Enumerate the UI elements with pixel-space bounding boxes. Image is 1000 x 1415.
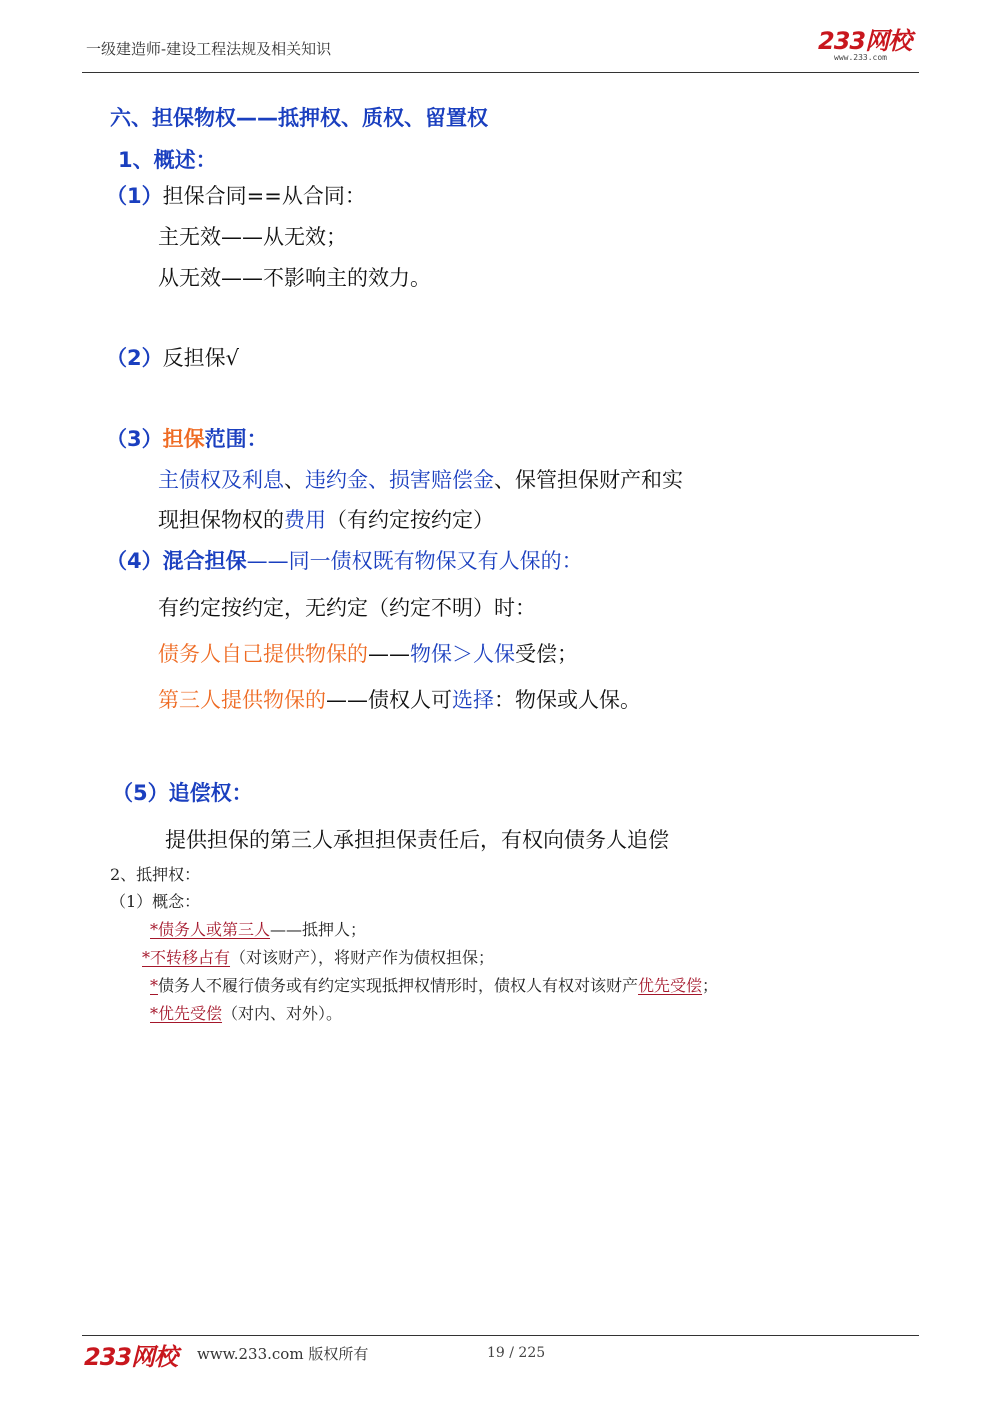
concept-item-3-text: 债务人不履行债务或有约定实现抵押权情形时，债权人有权对该财产 [158, 976, 639, 995]
point-1-text: 担保合同==从合同： [162, 184, 366, 208]
section-title: 六、担保物权——抵押权、质权、留置权 [110, 106, 488, 130]
subsection-title: 1、概述： [118, 148, 217, 172]
point-4-number: （4） [106, 549, 163, 573]
repay: 受偿； [515, 642, 578, 666]
concept-item-1-key: 债务人或第三人 [158, 920, 271, 939]
point-4-line2 [158, 638, 578, 668]
concept-item-1-rest: ——抵押人； [270, 920, 367, 939]
dash: —— [368, 642, 410, 666]
concept-item-2-star: * [142, 948, 150, 967]
header-logo [818, 29, 911, 62]
options: ：物保或人保。 [494, 688, 641, 712]
footer-divider [82, 1335, 919, 1336]
debtor-provides: 债务人自己提供物保的 [158, 642, 368, 666]
concept-item-3-key: 优先受偿 [638, 976, 703, 995]
point-3-label-a: 担保 [162, 427, 205, 451]
concept-item-1 [150, 917, 366, 940]
section2-concept: （1）概念： [110, 892, 201, 911]
point-2 [106, 342, 239, 372]
point-4-line1: 有约定按约定，无约定（约定不明）时： [158, 596, 536, 620]
concept-item-2-key: 不转移占有 [150, 948, 231, 967]
point-4 [106, 545, 583, 575]
concept-item-2-rest: （对该财产），将财产作为债权担保； [230, 948, 495, 967]
section2-title: 2、抵押权： [110, 865, 201, 884]
logo-text: 233网校 [818, 27, 912, 55]
point-5-text: 提供担保的第三人承担担保责任后，有权向债务人追偿 [165, 828, 669, 852]
point-3-number: （3） [106, 427, 163, 451]
concept-item-4 [150, 1001, 342, 1024]
concept-item-2 [142, 945, 494, 968]
point-4-desc: ——同一债权既有物保又有人保的： [246, 549, 583, 573]
concept-item-3-star: * [150, 976, 158, 995]
point-5-label: 追偿权： [168, 781, 253, 805]
concept-item-4-star: * [150, 1004, 158, 1023]
third-party-provides: 第三人提供物保的 [158, 688, 326, 712]
concept-item-1-star: * [150, 920, 158, 939]
point-1 [106, 180, 366, 210]
priority-rule: 物保＞人保 [410, 642, 515, 666]
point-2-text: 反担保√ [162, 346, 240, 370]
point-5-number: （5） [112, 781, 169, 805]
scope-fees: 费用 [284, 508, 326, 532]
concept-item-4-key: 优先受偿 [158, 1004, 223, 1023]
point-4-label: 混合担保 [162, 549, 247, 573]
point-1-line2: 主无效——从无效； [158, 225, 347, 249]
point-3 [106, 423, 268, 453]
footer-copyright: www.233.com 版权所有 [197, 1345, 369, 1363]
logo-url: www.233.com [834, 53, 887, 62]
scope-custody: 、保管担保财产和实 [494, 468, 683, 492]
point-4-line3 [158, 684, 641, 714]
point-3-line2 [158, 504, 494, 534]
choose: 选择 [452, 688, 494, 712]
scope-realize: 现担保物权的 [158, 508, 284, 532]
separator: 、 [284, 468, 305, 492]
footer-logo: 233网校 [84, 1343, 178, 1371]
concept-item-3-end: ； [702, 976, 719, 995]
point-1-line3: 从无效——不影响主的效力。 [158, 266, 431, 290]
scope-agreement: （有约定按约定） [326, 508, 494, 532]
scope-principal: 主债权及利息 [158, 468, 284, 492]
point-3-label-b: 范围： [204, 427, 268, 451]
point-3-line1 [158, 464, 683, 494]
creditor-may: ——债权人可 [326, 688, 452, 712]
scope-penalty: 违约金、损害赔偿金 [305, 468, 494, 492]
page-number: 19 / 225 [487, 1345, 546, 1361]
point-5 [112, 777, 253, 807]
point-2-number: （2） [106, 346, 163, 370]
concept-item-4-rest: （对内、对外）。 [222, 1004, 343, 1023]
header-divider [82, 72, 919, 73]
concept-item-3 [150, 973, 718, 996]
point-1-number: （1） [106, 184, 163, 208]
header-title: 一级建造师-建设工程法规及相关知识 [86, 40, 332, 58]
